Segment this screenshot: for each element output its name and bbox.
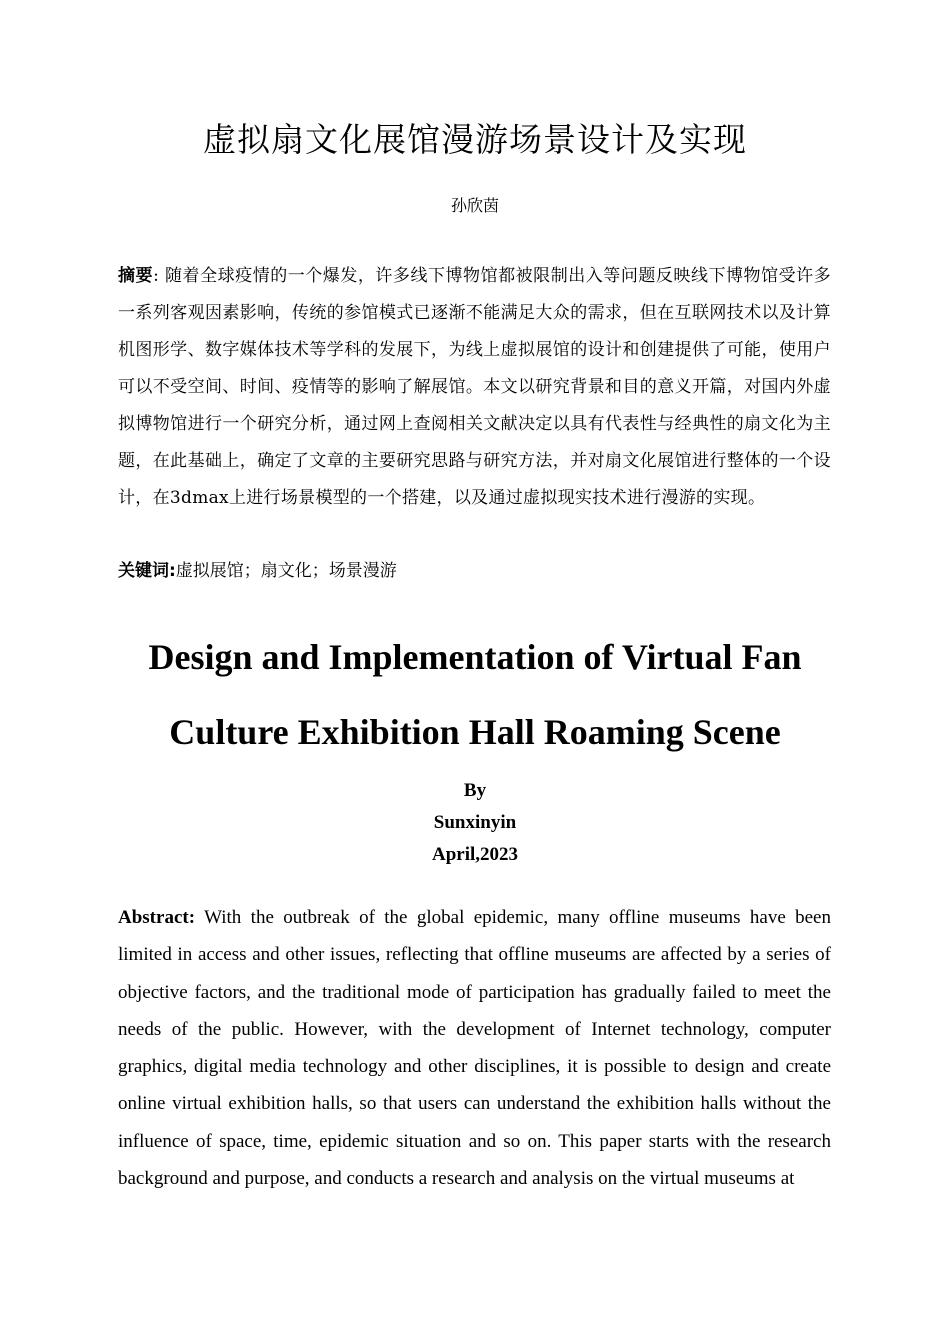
english-title xyxy=(0,620,950,770)
english-title-line-1: Design and Implementation of Virtual Fan xyxy=(148,637,802,677)
english-byline xyxy=(0,775,950,871)
english-abstract-label: Abstract: xyxy=(118,907,196,928)
english-abstract-text: With the outbreak of the global epidemic, many offline museums have been limited in access and other issues, reflecting that offline museums are affected by a series of objective factors, and the traditional mode of participation has gradually failed to meet the needs of the public. However, with the development of Internet technology, computer graphics, digital media technology and other disciplines, it is possible to design and create online virtual exhibition halls, so that users can understand the exhibition halls without the influence of space, time, epidemic situation and so on. This paper starts with the research background and purpose, and conducts a research and analysis on the virtual museums at xyxy=(118,907,831,1190)
chinese-keywords-label: 关键词: xyxy=(118,561,176,581)
english-date: April,2023 xyxy=(431,844,519,865)
chinese-abstract: 摘要: 随着全球疫情的一个爆发，许多线下博物馆都被限制出入等问题反映线下博物馆受许多一系列客观因素影响，传统的参馆模式已逐渐不能满足大众的需求，但在互联网技术以及计算机图形学、数字媒体技术等学科的发展下，为线上虚拟展馆的设计和创建提供了可能，使用户可以不受空间、时间、疫情等的影响了解展馆。本文以研究背景和目的意义开篇，对国内外虚拟博物馆进行一个研究分析，通过网上查阅相关文献决定以具有代表性与经典性的扇文化为主题，在此基础上，确定了文章的主要研究思路与研究方法，并对扇文化展馆进行整体的一个设计，在3dmax上进行场景模型的一个搭建，以及通过虚拟现实技术进行漫游的实现。 xyxy=(118,266,831,508)
chinese-keywords-text: 虚拟展馆；扇文化；场景漫游 xyxy=(175,561,397,581)
english-abstract xyxy=(118,899,831,1197)
chinese-keywords xyxy=(118,555,831,587)
english-by: By xyxy=(463,780,487,801)
chinese-abstract-text: 随着全球疫情的一个爆发，许多线下博物馆都被限制出入等问题反映线下博物馆受许多一系列客观因素影响，传统的参馆模式已逐渐不能满足大众的需求，但在互联网技术以及计算机图形学、数字媒体技术等学科的发展下，为线上虚拟展馆的设计和创建提供了可能，使用户可以不受空间、时间、疫情等的影响了解展馆。本文以研究背景和目的意义开篇，对国内外虚拟博物馆进行一个研究分析，通过网上查阅相关文献决定以具有代表性与经典性的扇文化为主题，在此基础上，确定了文章的主要研究思路与研究方法，并对扇文化展馆进行整体的一个设计，在3dmax上进行场景模型的一个搭建，以及通过虚拟现实技术进行漫游的实现。 xyxy=(118,266,831,508)
chinese-title: 虚拟扇文化展馆漫游场景设计及实现 xyxy=(203,120,747,159)
english-author: Sunxinyin xyxy=(433,812,517,833)
english-title-line-2: Culture Exhibition Hall Roaming Scene xyxy=(169,712,781,752)
chinese-author: 孙欣茵 xyxy=(450,196,499,215)
chinese-abstract-label: 摘要 xyxy=(118,266,154,286)
